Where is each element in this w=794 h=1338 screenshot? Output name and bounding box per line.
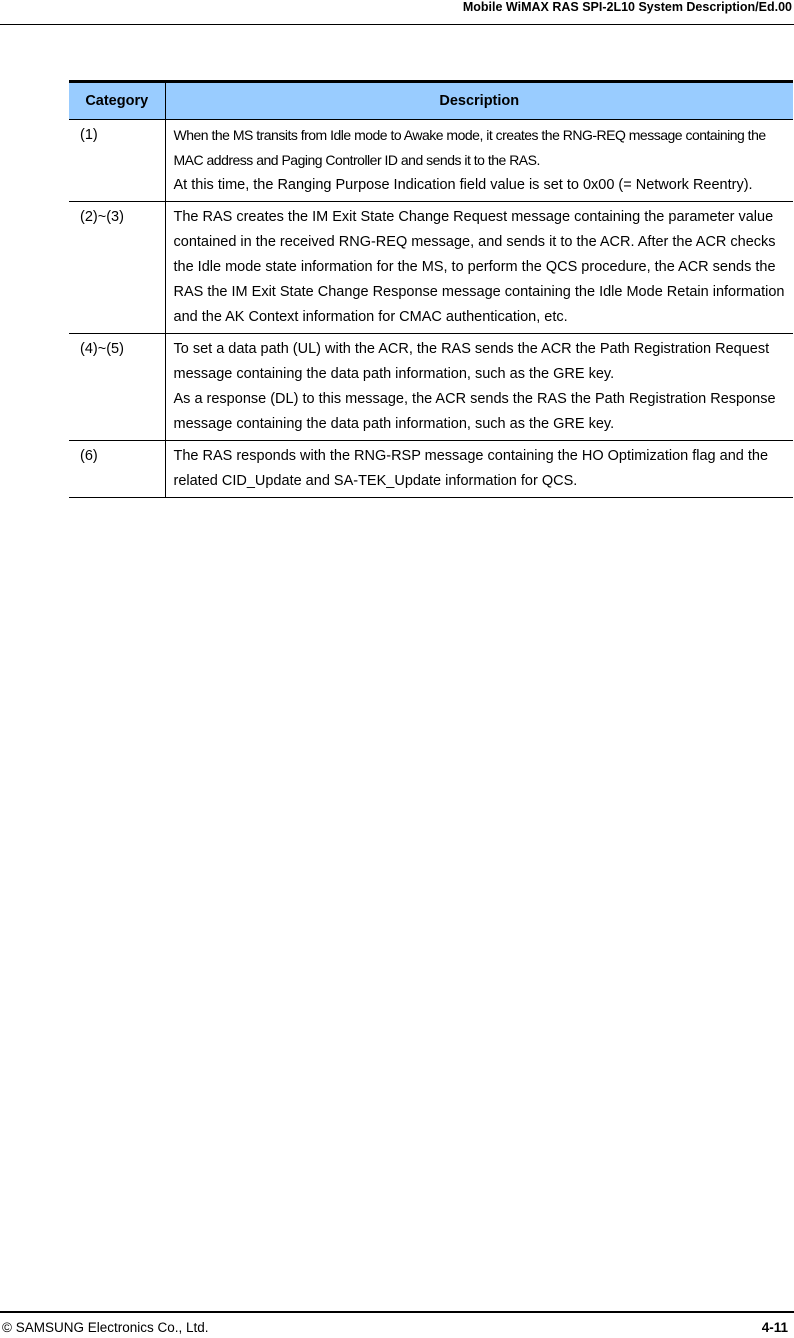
- description-line: The RAS creates the IM Exit State Change Request message containing the parameter value contained in the received RNG-REQ message, and sends it to the ACR. After the ACR checks the Idle mode state information for the MS, to perform the QCS procedure, the ACR sends the RAS the IM Exit State Change Response message containing the Idle Mode Retain information and the AK Context information for CMAC authentication, etc.: [173, 209, 785, 325]
- table-row: [69, 441, 793, 498]
- row-category: (2)~(3): [69, 202, 165, 334]
- table-row: [69, 120, 793, 202]
- description-line: As a response (DL) to this message, the ACR sends the RAS the Path Registration Response message containing the data path information, such as the GRE key.: [173, 391, 776, 432]
- column-header-category: Category: [69, 82, 165, 120]
- description-line: The RAS responds with the RNG-RSP message containing the HO Optimization flag and the related CID_Update and SA-TEK_Update information for QCS.: [173, 448, 769, 489]
- table-row: [69, 202, 793, 334]
- page-number: 4-11: [761, 1320, 788, 1335]
- page-footer: [0, 1311, 794, 1338]
- row-description: [165, 202, 793, 334]
- row-category: (4)~(5): [69, 334, 165, 441]
- copyright-text: © SAMSUNG Electronics Co., Ltd.: [2, 1320, 209, 1335]
- column-header-description: Description: [165, 82, 793, 120]
- row-description: [165, 334, 793, 441]
- page-header: [0, 0, 794, 25]
- description-line: To set a data path (UL) with the ACR, the RAS sends the ACR the Path Registration Request message containing the data path information, such as the GRE key.: [173, 341, 770, 382]
- row-category: (1): [69, 120, 165, 202]
- document-title: Mobile WiMAX RAS SPI-2L10 System Description/Ed.00: [462, 0, 792, 14]
- row-category: (6): [69, 441, 165, 498]
- table-header-row: [69, 82, 793, 120]
- description-table: [69, 80, 793, 498]
- row-description: [165, 441, 793, 498]
- row-description: [165, 120, 793, 202]
- table-row: [69, 334, 793, 441]
- description-line: At this time, the Ranging Purpose Indication field value is set to 0x00 (= Network Reentry).: [173, 177, 753, 193]
- description-line: When the MS transits from Idle mode to Awake mode, it creates the RNG-REQ message containing the MAC address and Paging Controller ID and sends it to the RAS.: [173, 127, 766, 168]
